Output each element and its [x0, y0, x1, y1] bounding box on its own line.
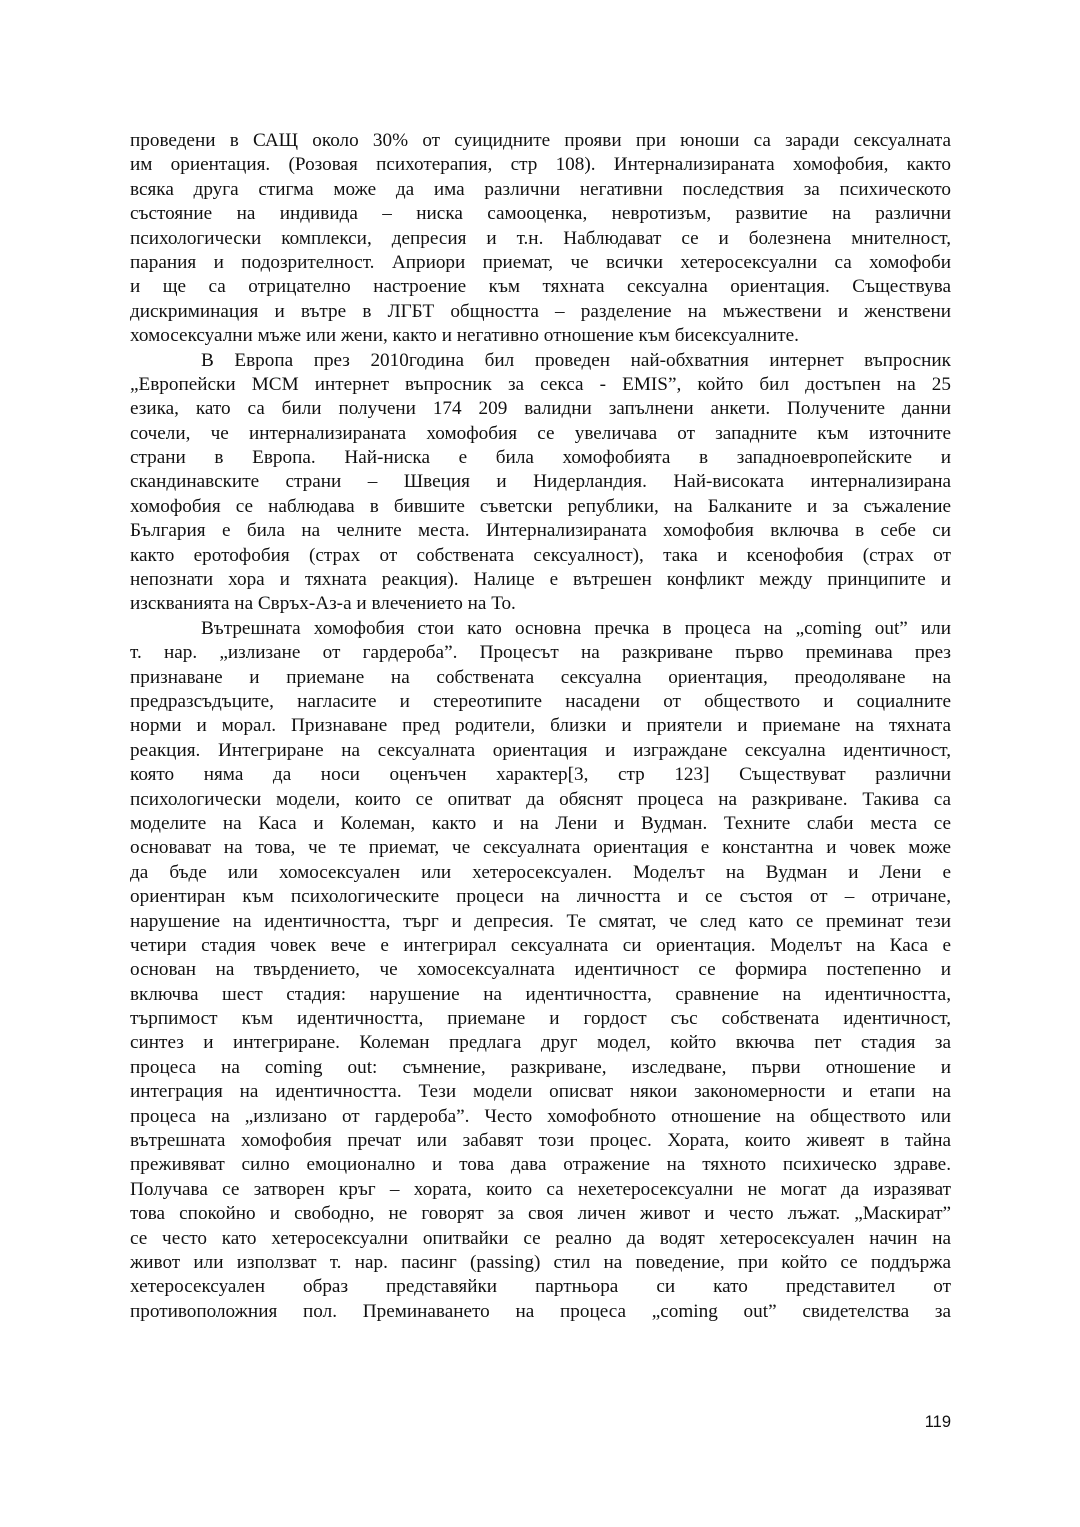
text-line: Вътрешната хомофобия стои като основна пречка в процеса на „coming out” или — [201, 617, 951, 639]
text-line: изскванията на Свръх-Аз-а и влечението на То. — [130, 593, 516, 615]
text-line: В Европа през 2010година бил проведен най-обхватния интернет въпросник — [201, 349, 951, 371]
text-line: езика, като са били получени 174 209 валидни запълнени анкети. Получените данни — [130, 398, 951, 420]
text-line: хомофобия се наблюдава в бившите съветски републики, на Балканите и за съжаление — [130, 495, 951, 517]
text-line: интеграция на идентичността. Тези модели описват някои закономерности и етапи на — [130, 1081, 951, 1103]
text-line: сочели, че интернализираната хомофобия се увеличава от западните към източните — [130, 422, 951, 444]
text-line: преживяват силно емоционално и това дава отражение на тяхното психическо здраве. — [130, 1154, 951, 1176]
text-line: това спокойно и свободно, не говорят за своя личен живот и често лъжат. „Маскират” — [130, 1203, 951, 1225]
text-line: скандинавските страни – Швеция и Нидерландия. Най-високата интернализирана — [130, 471, 951, 493]
text-line: състояние на индивида – ниска самооценка, невротизъм, развитие на различни — [130, 203, 951, 225]
text-line: основан на твърдението, че хомосексуалната идентичност се формира постепенно и — [130, 959, 951, 981]
text-line: ориентиран към психологическите процеси на личността и се състоя от – отричане, — [130, 886, 951, 908]
text-line: Получава се затворен кръг – хората, които са нехетеросексуални не могат да изразяват — [130, 1178, 951, 1200]
text-line: предразсъдъците, нагласите и стереотипите насадени от обществото и социалните — [130, 690, 951, 712]
text-line: процеса на „излизано от гардероба”. Често хомофобното отношение на обществото или — [130, 1105, 951, 1127]
body-text — [130, 129, 951, 1324]
text-line: нарушение на идентичността, търг и депресия. Те смятат, че след като се преминат тези — [130, 910, 951, 932]
text-line: както еротофобия (страх от собствената сексуалност), така и ксенофобия (страх от — [130, 544, 951, 566]
text-line: включва шест стадия: нарушение на идентичността, сравнение на идентичността, — [130, 983, 951, 1005]
text-line: която няма да носи оценъчен характер[3, стр 123] Съществуват различни — [130, 764, 951, 786]
text-line: хетеросексуален образ представяйки партньора си като представител от — [130, 1276, 951, 1298]
text-line: синтез и интегриране. Колеман предлага друг модел, който вкючва пет стадия за — [130, 1032, 951, 1054]
text-line: и ще са отрицателно настроение към тяхната сексуална ориентация. Съществува — [130, 276, 951, 298]
text-line: парания и подозрителност. Априори приемат, че всички хетеросексуални са хомофоби — [130, 251, 951, 273]
text-line: реакция. Интегриране на сексуалната ориентация и изграждане сексуална идентичност, — [130, 739, 951, 761]
text-line: търпимост към идентичността, приемане и гордост със собствената идентичност, — [130, 1008, 951, 1030]
text-line: хомосексуални мъже или жени, както и негативно отношение към бисексуалните. — [130, 325, 799, 347]
page-number: 119 — [924, 1413, 951, 1431]
text-line: „Европейски МСМ интернет въпросник за секса - EMIS”, който бил достъпен на 25 — [130, 373, 951, 395]
text-line: живот или използват т. нар. пасинг (passing) стил на поведение, при който се поддържа — [130, 1251, 951, 1273]
text-line: основават на това, че те приемат, че сексуалната ориентация е константна и човек може — [130, 837, 951, 859]
text-line: норми и морал. Признаване пред родители, близки и приятели и приемане на тяхната — [130, 715, 951, 737]
text-line: непознати хора и тяхната реакция). Налице е вътрешен конфликт между принципите и — [130, 569, 951, 591]
text-line: психологически комплекси, депресия и т.н. Наблюдават се и болезнена мнителност, — [130, 227, 951, 249]
paragraph — [130, 617, 951, 1324]
text-line: се често като хетеросексуални опитвайки се реално да водят хетеросексуален начин на — [130, 1227, 951, 1249]
text-line: психологически модели, които се опитват да обяснят процеса на разкриване. Такива са — [130, 788, 951, 810]
text-line: т. нар. „излизане от гардероба”. Процесът на разкриване първо преминава през — [130, 642, 951, 664]
text-line: противоположния пол. Преминаването на процеса „coming out” свидетелства за — [130, 1300, 951, 1322]
text-line: четири стадия човек вече е интегрирал сексуалната си ориентация. Моделът на Каса е — [130, 934, 951, 956]
paragraph — [130, 129, 951, 349]
text-line: признаване и приемане на собствената сексуална ориентация, преодоляване на — [130, 666, 951, 688]
text-line: България е била на челните места. Интернализираната хомофобия включва в себе си — [130, 520, 951, 542]
paragraph — [130, 349, 951, 617]
text-line: моделите на Каса и Колеман, както и на Лени и Вудман. Техните слаби места се — [130, 812, 951, 834]
text-line: проведени в САЩ около 30% от суицидните прояви при юноши са заради сексуалната — [130, 130, 951, 151]
text-line: страни в Европа. Най-ниска е била хомофобията в западноевропейските и — [130, 447, 951, 469]
text-line: процеса на coming out: съмнение, разкриване, изследване, първи отношение и — [130, 1056, 951, 1078]
text-line: им ориентация. (Розовая психотерапия, стр 108). Интернализираната хомофобия, както — [130, 154, 951, 176]
text-line: да бъде или хомосексуален или хетеросексуален. Моделът на Вудман и Лени е — [130, 861, 951, 883]
text-line: вътрешната хомофобия пречат или забавят този процес. Хората, които живеят в тайна — [130, 1130, 951, 1152]
text-line: дискриминация и вътре в ЛГБТ общността – разделение на мъжествени и женствени — [130, 300, 951, 322]
text-line: всяка друга стигма може да има различни негативни последствия за психическото — [130, 178, 951, 200]
